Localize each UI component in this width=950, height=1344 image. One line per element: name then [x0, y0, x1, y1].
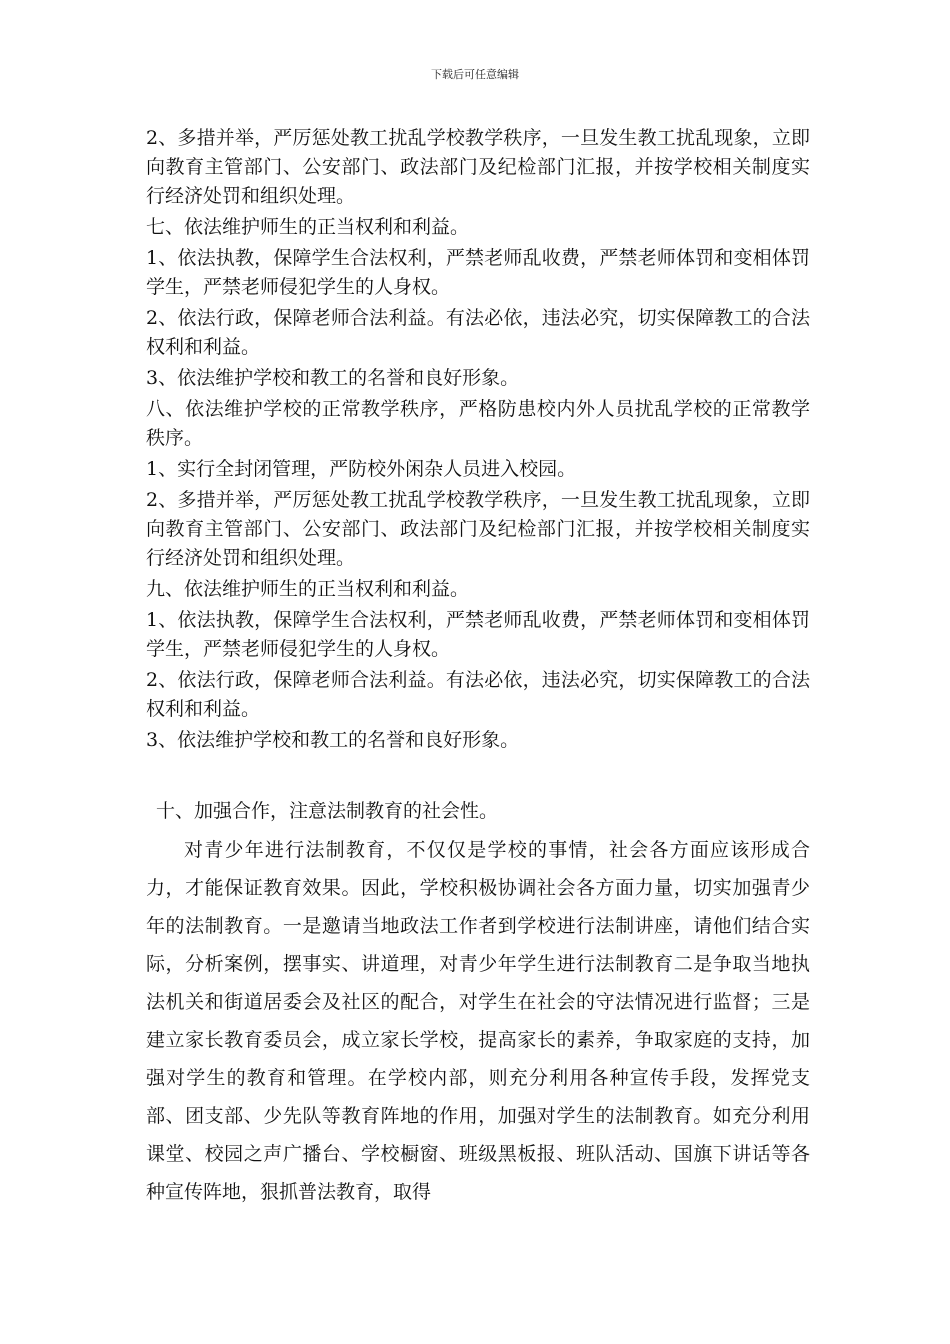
document-body	[146, 124, 810, 1211]
paragraph: 3、依法维护学校和教工的名誉和良好形象。	[146, 729, 520, 751]
paragraph: 3、依法维护学校和教工的名誉和良好形象。	[146, 367, 520, 389]
paragraph: 1、实行全封闭管理，严防校外闲杂人员进入校园。	[146, 458, 577, 480]
paragraph: 1、依法执教，保障学生合法权利，严禁老师乱收费，严禁老师体罚和变相体罚学生，严禁老师侵犯学生的人身权。	[146, 609, 810, 660]
section-heading-7: 七、依法维护师生的正当权利和利益。	[146, 216, 470, 238]
section-heading-8: 八、依法维护学校的正常教学秩序，严格防患校内外人员扰乱学校的正常教学秩序。	[146, 398, 810, 449]
section-heading-10: 十、加强合作，注意法制教育的社会性。	[156, 800, 499, 822]
spacer	[146, 757, 810, 795]
paragraph: 2、依法行政，保障老师合法利益。有法必依，违法必究，切实保障教工的合法权利和利益。	[146, 307, 810, 358]
paragraph: 1、依法执教，保障学生合法权利，严禁老师乱收费，严禁老师体罚和变相体罚学生，严禁老师侵犯学生的人身权。	[146, 247, 810, 298]
paragraph: 2、依法行政，保障老师合法利益。有法必依，违法必究，切实保障教工的合法权利和利益。	[146, 669, 810, 720]
section-heading-9: 九、依法维护师生的正当权利和利益。	[146, 578, 470, 600]
page-header: 下载后可任意编辑	[431, 68, 519, 81]
paragraph: 2、多措并举，严厉惩处教工扰乱学校教学秩序，一旦发生教工扰乱现象，立即向教育主管部门、公安部门、政法部门及纪检部门汇报，并按学校相关制度实行经济处罚和组织处理。	[146, 489, 810, 569]
paragraph: 2、多措并举，严厉惩处教工扰乱学校教学秩序，一旦发生教工扰乱现象，立即向教育主管部门、公安部门、政法部门及纪检部门汇报，并按学校相关制度实行经济处罚和组织处理。	[146, 127, 810, 207]
section-10-body: 对青少年进行法制教育，不仅仅是学校的事情，社会各方面应该形成合力，才能保证教育效果。因此，学校积极协调社会各方面力量，切实加强青少年的法制教育。一是邀请当地政法工作者到学校进行法制讲座，请他们结合实际，分析案例，摆事实、讲道理，对青少年学生进行法制教育二是争取当地执法机关和街道居委会及社区的配合，对学生在社会的守法情况进行监督；三是建立家长教育委员会，成立家长学校，提高家长的素养，争取家庭的支持，加强对学生的教育和管理。在学校内部，则充分利用各种宣传手段，发挥党支部、团支部、少先队等教育阵地的作用，加强对学生的法制教育。如充分利用课堂、校园之声广播台、学校橱窗、班级黑板报、班队活动、国旗下讲话等各种宣传阵地，狠抓普法教育，取得	[146, 839, 810, 1203]
